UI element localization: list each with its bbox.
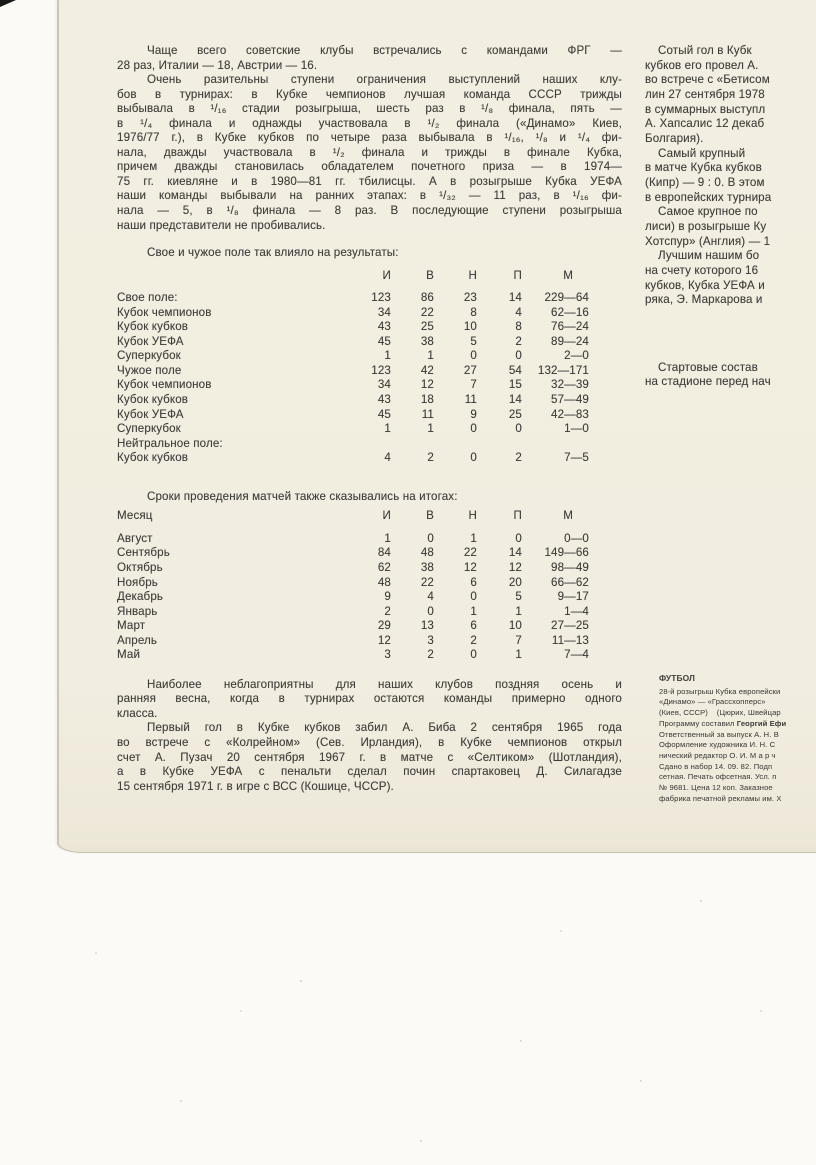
- colophon-line: Сдано в набор 14. 09. 82. Подп: [659, 761, 773, 771]
- row-label: Кубок кубков: [117, 451, 189, 465]
- stat-cell: 0: [427, 531, 434, 545]
- text-line: Самое крупное по: [658, 205, 758, 219]
- stat-cell: 48: [377, 575, 391, 589]
- colophon-line: «Динамо» — «Грассхопперс»: [659, 697, 766, 707]
- text-line: ранняя весна, когда в турнирах остаются команды примерно одного: [117, 692, 622, 706]
- table-row: [117, 576, 622, 591]
- colophon-line: нический редактор О. И. М а р ч: [659, 750, 776, 760]
- stat-cell: 1: [515, 648, 522, 662]
- table-row: [117, 648, 622, 663]
- stat-cell: 2: [384, 604, 391, 618]
- table-row: [117, 451, 622, 466]
- stat-cell: 25: [420, 320, 434, 334]
- stat-cell: 15: [508, 378, 522, 392]
- stat-cell: 45: [377, 334, 391, 348]
- table-row: [117, 378, 622, 393]
- text-line: Хотспур» (Англия) — 1: [645, 234, 771, 248]
- stat-cell: 0: [470, 451, 477, 465]
- stat-cell: [391, 437, 434, 452]
- stat-cell: 38: [420, 334, 434, 348]
- column-header: Н: [468, 268, 477, 282]
- text-line: в ¹/₄ финала и однажды участвовала в ¹/₂ финала («Динамо» Киев,: [117, 116, 622, 130]
- stat-cell: 62: [377, 560, 391, 574]
- text-line: Болгария).: [645, 131, 704, 145]
- colophon-line: сетная. Печать офсетная. Усл. п: [659, 772, 777, 782]
- stat-cell: 66—62: [551, 575, 589, 589]
- column-header: М: [563, 509, 573, 523]
- stat-cell: 0: [470, 590, 477, 604]
- stat-cell: 34: [377, 305, 391, 319]
- stat-cell: 34: [377, 378, 391, 392]
- colophon-bold-text: Георгий Ефи: [736, 718, 787, 728]
- stat-cell: 6: [470, 575, 477, 589]
- stat-cell: 7—4: [564, 648, 589, 662]
- row-label: Август: [117, 531, 153, 545]
- stat-cell: 13: [420, 619, 434, 633]
- stat-cell: 43: [377, 393, 391, 407]
- text-line: кубков, Кубка УЕФА и: [645, 278, 765, 292]
- stat-cell: 84: [377, 546, 391, 560]
- text-line: причем дважды становилась обладателем почетного приза — в 1974—: [117, 160, 622, 174]
- table-row: [117, 546, 622, 561]
- stat-cell: 1: [384, 422, 391, 436]
- stat-cell: 27—25: [551, 619, 589, 633]
- stat-cell: 98—49: [551, 560, 589, 574]
- text-line: лин 27 сентября 1978: [645, 87, 765, 101]
- colophon-line: № 9681. Цена 12 коп. Заказное: [659, 783, 773, 793]
- start-lineups-note: [645, 361, 816, 390]
- stat-cell: 27: [463, 363, 477, 377]
- stat-cell: 3: [427, 633, 434, 647]
- row-label: Суперкубок: [117, 422, 181, 436]
- text-line: Очень разительны ступени ограничения выступлений наших клу-: [147, 73, 622, 87]
- text-line: счет А. Пузач 20 сентября 1967 г. в матче с «Селтиком» (Шотландия),: [117, 750, 622, 764]
- stat-cell: [522, 437, 589, 452]
- table-row: [117, 408, 622, 423]
- table-row: [117, 437, 622, 452]
- row-label: Октябрь: [117, 560, 163, 574]
- table-row: [117, 605, 622, 620]
- text-line: на стадионе перед нач: [645, 375, 771, 389]
- column-header: В: [426, 268, 434, 282]
- table-row: [117, 532, 622, 547]
- row-label: Ноябрь: [117, 575, 158, 589]
- stat-cell: 18: [420, 393, 434, 407]
- stat-cell: 22: [420, 305, 434, 319]
- row-label: Декабрь: [117, 590, 164, 604]
- colophon-bold-text: ФУТБОЛ: [659, 673, 695, 683]
- stat-cell: 20: [508, 575, 522, 589]
- stat-cell: 14: [508, 546, 522, 560]
- section-title-months: Сроки проведения матчей также сказывались на итогах:: [147, 489, 458, 503]
- colophon-line: фабрика печатной рекламы им. Х: [659, 793, 782, 803]
- table-row: [117, 291, 622, 306]
- text-line: во встрече с «Бетисом: [645, 73, 770, 87]
- stat-cell: 0: [427, 604, 434, 618]
- text-line: 15 сентября 1971 г. в игре с ВСС (Кошице, ЧССР).: [117, 779, 394, 793]
- colophon-line: Оформление художника И. Н. С: [659, 740, 776, 750]
- right-column-text: [645, 44, 816, 308]
- stat-cell: 123: [371, 363, 391, 377]
- stat-cell: 1: [470, 604, 477, 618]
- row-label: Кубок кубков: [117, 320, 189, 334]
- stat-cell: [477, 437, 522, 452]
- row-label: Кубок УЕФА: [117, 407, 184, 421]
- stat-cell: 4: [427, 590, 434, 604]
- text-line: Первый гол в Кубке кубков забил А. Биба 2 сентября 1965 года: [147, 721, 622, 735]
- stat-cell: 9: [384, 590, 391, 604]
- row-label: Январь: [117, 604, 158, 618]
- table-row: [117, 306, 622, 321]
- text-line: Чаще всего советские клубы встречались с командами ФРГ —: [147, 44, 622, 57]
- table-row: [117, 364, 622, 379]
- stat-cell: 5: [515, 590, 522, 604]
- stat-cell: 14: [508, 291, 522, 305]
- row-label: Кубок УЕФА: [117, 334, 184, 348]
- table-row: [117, 619, 622, 634]
- stat-cell: 57—49: [551, 393, 589, 407]
- stat-cell: 38: [420, 560, 434, 574]
- text-line: ряка, Э. Маркарова и: [645, 293, 763, 307]
- months-stats-table: [117, 509, 622, 662]
- column-header: И: [382, 509, 391, 523]
- right-column: [645, 44, 816, 390]
- text-line: Стартовые состав: [658, 360, 758, 374]
- stat-cell: 42—83: [551, 407, 589, 421]
- stat-cell: 12: [463, 560, 477, 574]
- stat-cell: 62—16: [551, 305, 589, 319]
- text-line: в матче Кубка кубков: [645, 161, 762, 175]
- stat-cell: 11: [421, 407, 434, 421]
- row-label: Май: [117, 648, 141, 662]
- stat-cell: 42: [420, 363, 434, 377]
- text-line: нала, дважды участвовала в ¹/₂ финала и трижды в финале Кубка,: [117, 145, 622, 159]
- scanned-page: [57, 0, 816, 853]
- text-line: Самый крупный: [658, 146, 746, 160]
- stat-cell: 0: [470, 349, 477, 363]
- stat-cell: 1: [427, 349, 434, 363]
- row-label: Апрель: [117, 633, 158, 647]
- left-column: [117, 44, 622, 794]
- table-header-row: [117, 269, 622, 284]
- stat-cell: 14: [508, 393, 522, 407]
- row-label: Кубок чемпионов: [117, 378, 212, 392]
- table-header-row: [117, 509, 622, 524]
- text-line: кубков его провел А.: [645, 58, 759, 72]
- colophon-line: (Киев, СССР) (Цюрих, Швейцар: [659, 708, 781, 718]
- stat-cell: 29: [377, 619, 391, 633]
- stat-cell: 1: [515, 604, 522, 618]
- stat-cell: 7—5: [564, 451, 589, 465]
- colophon-line: 28-й розыгрыш Кубка европейски: [659, 686, 781, 696]
- text-line: 28 раз, Италии — 18, Австрии — 16.: [117, 58, 318, 72]
- stat-cell: 2: [515, 451, 522, 465]
- text-line: в европейских турнира: [645, 190, 772, 204]
- column-header: И: [382, 268, 391, 282]
- section-title-home-away: Свое и чужое поле так влияло на результаты:: [147, 246, 399, 260]
- column-label-header: Месяц: [117, 509, 153, 523]
- text-line: А. Хапсалис 12 декаб: [645, 117, 765, 131]
- table-row: [117, 422, 622, 437]
- stat-cell: 7: [515, 633, 522, 647]
- row-label: Свое поле:: [117, 291, 178, 305]
- stat-cell: 2—0: [564, 349, 589, 363]
- colophon-line: Программу составил Георгий Ефи: [659, 718, 787, 728]
- colophon: [659, 673, 816, 804]
- stat-cell: 12: [420, 378, 434, 392]
- column-header: Н: [468, 509, 477, 523]
- stat-cell: 0: [515, 422, 522, 436]
- text-line: на счету которого 16: [645, 263, 759, 277]
- stat-cell: 12: [508, 560, 522, 574]
- text-line: (Кипр) — 9 : 0. В этом: [645, 175, 765, 189]
- stat-cell: 11: [464, 393, 477, 407]
- table-row: [117, 349, 622, 364]
- table-row: [117, 320, 622, 335]
- stat-cell: 32—39: [551, 378, 589, 392]
- table-row: [117, 561, 622, 576]
- stat-cell: 11—13: [551, 633, 589, 647]
- text-line: Лучшим нашим бо: [658, 249, 760, 263]
- table-row: [117, 393, 622, 408]
- stat-cell: 2: [515, 334, 522, 348]
- text-line: во встрече с «Колрейном» (Сев. Ирландия), в Кубке чемпионов открыл: [117, 735, 622, 749]
- stat-cell: 0: [515, 349, 522, 363]
- stat-cell: 2: [427, 451, 434, 465]
- row-label: Нейтральное поле:: [117, 436, 223, 450]
- row-label: Кубок чемпионов: [117, 305, 212, 319]
- colophon-line: Ответственный за выпуск А. Н. В: [659, 729, 779, 739]
- stat-cell: 149—66: [544, 546, 589, 560]
- table-row: [117, 335, 622, 350]
- stat-cell: 229—64: [544, 291, 589, 305]
- column-header: П: [513, 268, 522, 282]
- column-header: В: [426, 509, 434, 523]
- stat-cell: 3: [384, 648, 391, 662]
- text-line: наши команды выбывали на ранних этапах: в ¹/₃₂ — 11 раз, в ¹/₁₆ фи-: [117, 189, 622, 203]
- scan-corner-artifact: [0, 0, 16, 7]
- stat-cell: 9—17: [557, 590, 589, 604]
- stat-cell: 89—24: [551, 334, 589, 348]
- text-line: выбывала в ¹/₁₆ стадии розыгрыша, шесть раз в ¹/₈ финала, пять —: [117, 102, 622, 116]
- row-label: Чужое поле: [117, 363, 182, 377]
- row-label: Сентябрь: [117, 546, 170, 560]
- text-line: лиси) в розыгрыше Ку: [645, 219, 767, 233]
- text-line: класса.: [117, 706, 158, 720]
- stat-cell: 7: [470, 378, 477, 392]
- stat-cell: 9: [470, 407, 477, 421]
- stat-cell: 6: [470, 619, 477, 633]
- stat-cell: 54: [508, 363, 522, 377]
- stat-cell: 1—4: [564, 604, 589, 618]
- stat-cell: 43: [377, 320, 391, 334]
- stat-cell: 123: [371, 291, 391, 305]
- stat-cell: 132—171: [537, 363, 589, 377]
- row-label: Кубок кубков: [117, 393, 189, 407]
- stat-cell: 12: [377, 633, 391, 647]
- stat-cell: 25: [508, 407, 522, 421]
- stat-cell: 86: [420, 291, 434, 305]
- stat-cell: 1—0: [564, 422, 589, 436]
- stat-cell: 5: [470, 334, 477, 348]
- text-line: бов в турнирах: в Кубке чемпионов лучшая команда СССР трижды: [117, 87, 622, 101]
- stat-cell: 1: [470, 531, 477, 545]
- stat-cell: 8: [515, 320, 522, 334]
- colophon-line: [659, 673, 816, 684]
- column-header: П: [513, 509, 522, 523]
- table-row: [117, 590, 622, 605]
- text-line: Наиболее неблагоприятны для наших клубов поздняя осень и: [147, 677, 622, 691]
- text-line: нала — 5, в ¹/₈ финала — 8 раз. В последующие ступени розыгрыша: [117, 204, 622, 218]
- row-label: Суперкубок: [117, 349, 181, 363]
- stat-cell: 1: [384, 531, 391, 545]
- closing-paragraphs: [117, 678, 622, 794]
- text-line: в суммарных выступл: [645, 102, 766, 116]
- text-line: Сотый гол в Кубк: [658, 44, 752, 57]
- stat-cell: 4: [384, 451, 391, 465]
- stat-cell: 48: [420, 546, 434, 560]
- stat-cell: 0: [470, 648, 477, 662]
- stat-cell: 10: [463, 320, 477, 334]
- text-line: а в Кубке УЕФА с пенальти сделал почин спартаковец Д. Силагадзе: [117, 765, 622, 779]
- stat-cell: 76—24: [551, 320, 589, 334]
- column-header: М: [563, 268, 573, 282]
- stat-cell: 1: [384, 349, 391, 363]
- stat-cell: 4: [515, 305, 522, 319]
- stat-cell: 2: [470, 633, 477, 647]
- stat-cell: [331, 437, 391, 452]
- stat-cell: 0—0: [564, 531, 589, 545]
- stat-cell: 0: [470, 422, 477, 436]
- stat-cell: 0: [515, 531, 522, 545]
- stat-cell: 23: [463, 291, 477, 305]
- home-away-stats-table: [117, 269, 622, 466]
- stat-cell: 45: [377, 407, 391, 421]
- stat-cell: 22: [420, 575, 434, 589]
- row-label: Март: [117, 619, 146, 633]
- stat-cell: 1: [427, 422, 434, 436]
- text-line: наши представители не пробивались.: [117, 218, 326, 232]
- stat-cell: 2: [427, 648, 434, 662]
- stat-cell: 8: [470, 305, 477, 319]
- column-label-header: [117, 269, 331, 284]
- intro-paragraphs: [117, 44, 622, 233]
- stat-cell: 10: [508, 619, 522, 633]
- table-row: [117, 634, 622, 649]
- stat-cell: [434, 437, 477, 452]
- text-line: 1976/77 г.), в Кубке кубков по четыре раза выбывала в ¹/₁₆, ¹/₈ и ¹/₄ фи-: [117, 131, 622, 145]
- text-line: 75 гг. киевляне и в 1980—81 гг. тбилисцы. А в розыгрыше Кубка УЕФА: [117, 174, 622, 188]
- stat-cell: 22: [463, 546, 477, 560]
